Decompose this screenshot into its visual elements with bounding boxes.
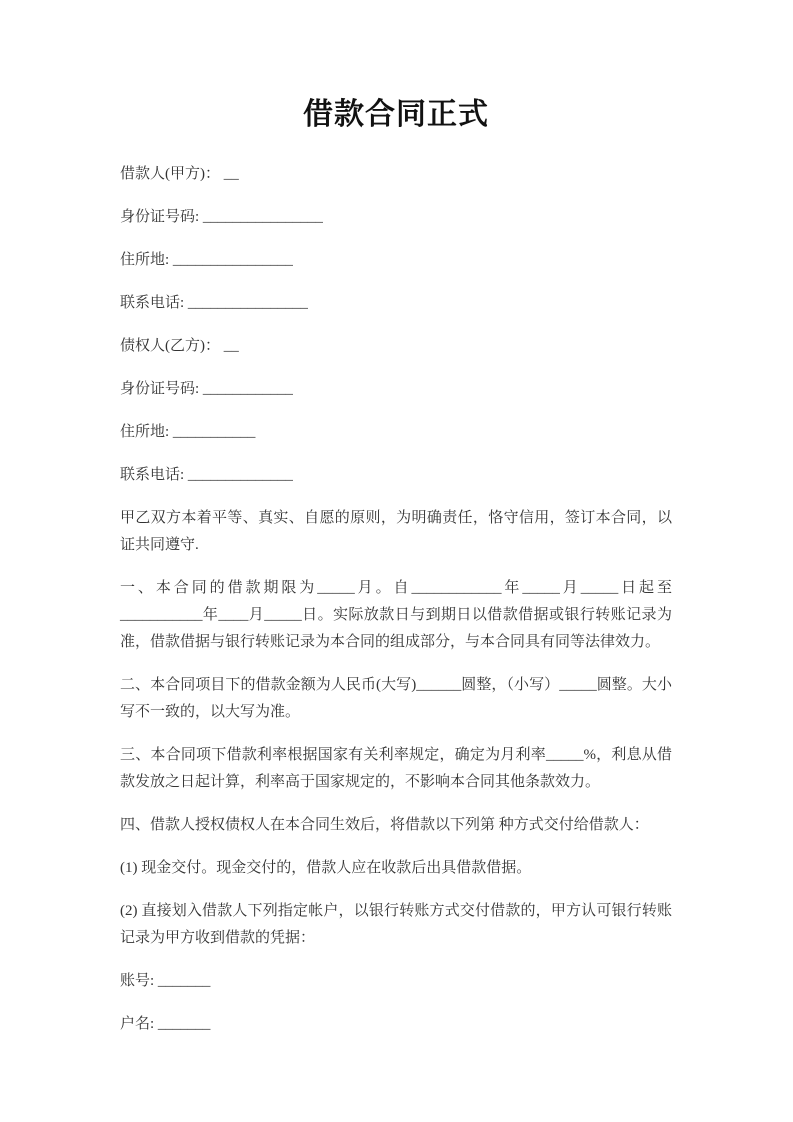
field-label: 账号:	[120, 973, 158, 989]
field-lender-name	[120, 333, 672, 360]
delivery-option-transfer: (2) 直接划入借款人下列指定帐户，以银行转账方式交付借款的，甲方认可银行转账记录为甲方收到借款的凭据：	[120, 903, 672, 946]
blank-line: ________________	[172, 252, 293, 268]
field-label: 借款人(甲方)：	[120, 166, 224, 182]
blank-line: ______________	[187, 467, 293, 483]
field-account-name	[120, 1011, 672, 1038]
field-label: 身份证号码:	[120, 209, 203, 225]
intro-paragraph: 甲乙双方本着平等、真实、自愿的原则，为明确责任，恪守信用，签订本合同，以证共同遵守.	[120, 510, 672, 553]
field-label: 住所地:	[120, 424, 173, 440]
field-label: 联系电话:	[120, 295, 188, 311]
field-borrower-address	[120, 247, 672, 274]
blank-line: ____________	[202, 381, 293, 397]
field-lender-id	[120, 376, 672, 403]
clause-term: 一、本合同的借款期限为_____月。自____________年_____月_____日起至___________年____月_____日。实际放款日与到期日以借款借据或银行转账记录为准，借款借据与银行转账记录为本合同的组成部分，与本合同具有同等法律效力。	[120, 580, 672, 650]
field-account-number	[120, 968, 672, 995]
document-title: 借款合同正式	[303, 98, 489, 131]
field-label: 住所地:	[120, 252, 173, 268]
field-label: 身份证号码:	[120, 381, 203, 397]
blank-line: __	[223, 166, 239, 182]
field-borrower-id	[120, 204, 672, 231]
field-borrower-phone	[120, 290, 672, 317]
field-lender-address	[120, 419, 672, 446]
delivery-option-cash: (1) 现金交付。现金交付的，借款人应在收款后出具借款借据。	[120, 860, 532, 876]
field-label: 联系电话:	[120, 467, 188, 483]
field-label: 债权人(乙方)：	[120, 338, 224, 354]
clause-delivery: 四、借款人授权债权人在本合同生效后，将借款以下列第 种方式交付给借款人：	[120, 817, 649, 833]
blank-line: __	[223, 338, 239, 354]
field-lender-phone	[120, 462, 672, 489]
blank-line: _______	[157, 1016, 211, 1032]
blank-line: ________________	[187, 295, 308, 311]
clause-amount: 二、本合同项目下的借款金额为人民币(大写)______圆整，（小写）_____圆整。大小写不一致的，以大写为准。	[120, 677, 672, 720]
blank-line: ________________	[202, 209, 323, 225]
blank-line: ___________	[172, 424, 256, 440]
field-label: 户名:	[120, 1016, 158, 1032]
clause-interest: 三、本合同项下借款利率根据国家有关利率规定，确定为月利率_____%，利息从借款发放之日起计算，利率高于国家规定的，不影响本合同其他条款效力。	[120, 747, 672, 790]
blank-line: _______	[157, 973, 211, 989]
field-borrower-name	[120, 161, 672, 188]
